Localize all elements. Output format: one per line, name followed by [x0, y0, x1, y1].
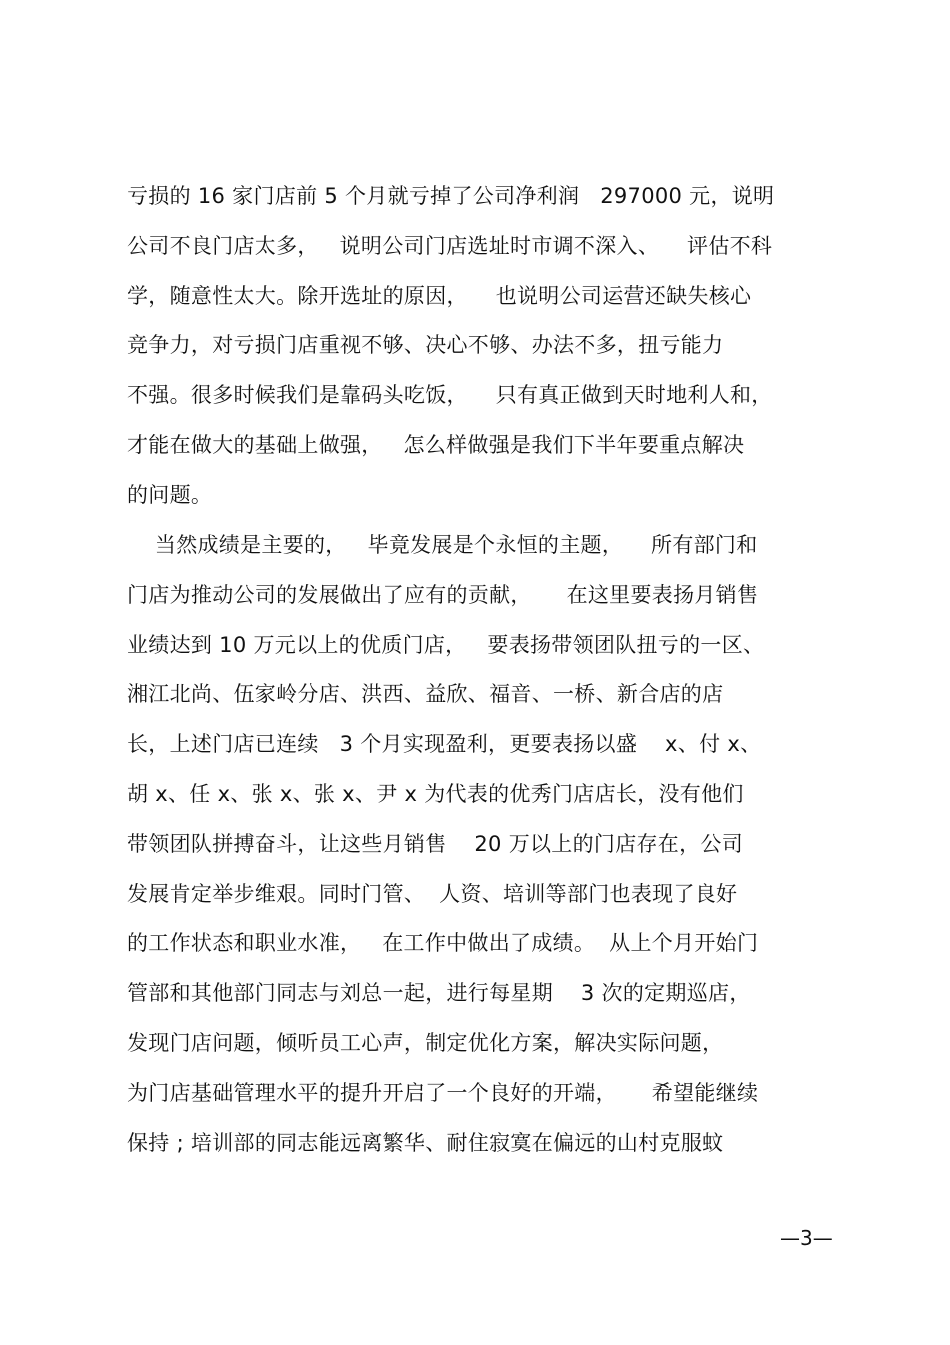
page-number: —3—	[780, 1226, 833, 1250]
text-line: 才能在做大的基础上做强， 怎么样做强是我们下半年要重点解决	[127, 433, 745, 457]
text-line: 当然成绩是主要的， 毕竟发展是个永恒的主题， 所有部门和	[127, 533, 758, 557]
text-line: 业绩达到 10 万元以上的优质门店， 要表扬带领团队扭亏的一区、	[127, 633, 765, 657]
text-line: 亏损的 16 家门店前 5 个月就亏掉了公司净利润 297000 元，说明	[127, 184, 775, 208]
text-line: 发展肯定举步维艰。同时门管、 人资、培训等部门也表现了良好	[127, 882, 738, 906]
text-line: 的工作状态和职业水准， 在工作中做出了成绩。 从上个月开始门	[127, 931, 759, 955]
text-line: 湘江北尚、伍家岭分店、洪西、益欣、福音、一桥、新合店的店	[127, 682, 724, 706]
text-line: 胡 x、任 x、张 x、张 x、尹 x 为代表的优秀门店店长，没有他们	[127, 782, 744, 806]
text-line: 保持 ; 培训部的同志能远离繁华、耐住寂寞在偏远的山村克服蚊	[127, 1131, 724, 1155]
text-line: 发现门店问题，倾听员工心声，制定优化方案，解决实际问题，	[127, 1031, 724, 1055]
text-line: 竞争力，对亏损门店重视不够、决心不够、办法不多，扭亏能力	[127, 333, 724, 357]
text-line: 长，上述门店已连续 3 个月实现盈利，更要表扬以盛 x、付 x、	[127, 732, 762, 756]
text-line: 学，随意性太大。除开选址的原因， 也说明公司运营还缺失核心	[127, 284, 752, 308]
text-line: 不强。很多时候我们是靠码头吃饭， 只有真正做到天时地利人和，	[127, 383, 773, 407]
text-line: 管部和其他部门同志与刘总一起，进行每星期 3 次的定期巡店，	[127, 981, 751, 1005]
text-line: 为门店基础管理水平的提升开启了一个良好的开端， 希望能继续	[127, 1081, 759, 1105]
text-line: 带领团队拼搏奋斗，让这些月销售 20 万以上的门店存在，公司	[127, 832, 743, 856]
text-line: 公司不良门店太多， 说明公司门店选址时市调不深入、 评估不科	[127, 234, 773, 258]
text-line: 门店为推动公司的发展做出了应有的贡献， 在这里要表扬月销售	[127, 583, 759, 607]
text-line: 的问题。	[127, 483, 213, 507]
